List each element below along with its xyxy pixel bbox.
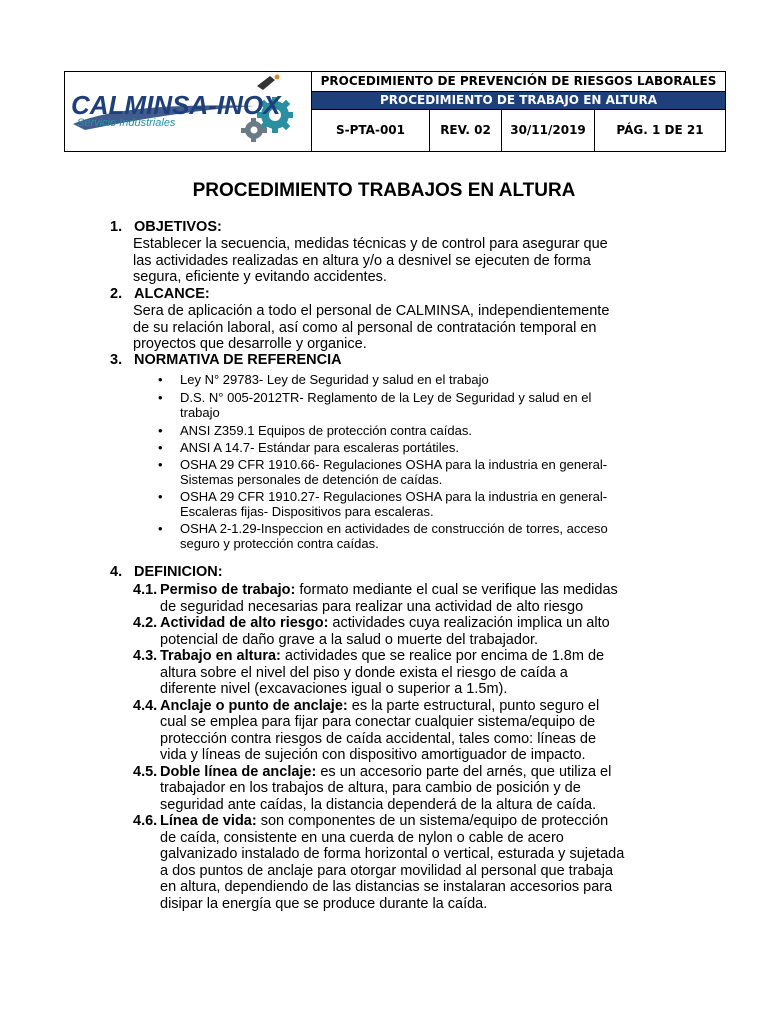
section-number: 1. xyxy=(110,219,123,235)
section-text-alcance xyxy=(133,303,658,353)
section-number: 4. xyxy=(110,564,123,580)
text-line: Establecer la secuencia, medidas técnicas y de control para asegurar que xyxy=(133,236,608,252)
text-line: segura, eficiente y evitando accidentes. xyxy=(133,269,387,285)
document-title: PROCEDIMIENTO TRABAJOS EN ALTURA xyxy=(192,180,576,201)
list-item: • OSHA 2-1.29-Inspeccion en actividades de construcción de torres, acceso seguro y protección contra caídas. xyxy=(158,521,608,551)
text-line: de su relación laboral, así como al personal de contratación temporal en xyxy=(133,319,597,336)
list-item: • OSHA 29 CFR 1910.66- Regulaciones OSHA para la industria en general- Sistemas personales de detención de caídas. xyxy=(158,457,608,487)
header-meta-row xyxy=(312,110,725,151)
document-date: 30/11/2019 xyxy=(502,110,595,151)
logo-text: CALMINSA-INOX xyxy=(71,90,281,120)
definition-item: 4.6. Línea de vida: son componentes de un sistema/equipo de protección de caída, consistente en una cuerda de nylon o cable de acero galvanizado instalado de forma horizontal o vertical, esturada y sujetada a dos puntos de anclaje para otorgar movilidad al personal que trabaja en altura, dependiendo de las distancias se instalaran accesorios para disipar la energía que se produce durante la caída. xyxy=(133,813,625,912)
list-item: • OSHA 29 CFR 1910.27- Regulaciones OSHA para la industria en general- Escaleras fijas- Dispositivos para escaleras. xyxy=(158,489,608,519)
header-title: PROCEDIMIENTO DE PREVENCIÓN DE RIESGOS LABORALES xyxy=(312,72,725,92)
definition-item: 4.5. Doble línea de anclaje: es un accesorio parte del arnés, que utiliza el trabajador en los trabajos de altura, para cambio de posición y de seguridad ante caídas, la distancia dependerá de la altura de caída. xyxy=(133,763,612,813)
definition-item: 4.1. Permiso de trabajo: formato mediante el cual se verifique las medidas de seguridad necesarias para realizar una actividad de alto riesgo xyxy=(133,582,618,615)
section-heading-alcance xyxy=(110,286,210,302)
list-item: • ANSI Z359.1 Equipos de protección contra caídas. xyxy=(158,423,472,438)
section-title: OBJETIVOS: xyxy=(134,219,222,235)
revision: REV. 02 xyxy=(430,110,502,151)
section-heading-objetivos xyxy=(110,219,222,235)
reference-list xyxy=(156,372,666,551)
section-title: NORMATIVA DE REFERENCIA xyxy=(134,352,342,368)
list-item: • D.S. N° 005-2012TR- Reglamento de la Ley de Seguridad y salud en el trabajo xyxy=(158,390,592,420)
definition-item: 4.2. Actividad de alto riesgo: actividades cuya realización implica un alto potencial de daño grave a la salud o muerte del trabajador. xyxy=(133,615,610,648)
definition-item: 4.4. Anclaje o punto de anclaje: es la parte estructural, punto seguro el cual se emplea para fijar para conectar cualquier sistema/equipo de protección contra riesgos de caída accidental, tales como: líneas de vida y líneas de sujeción con dispositivo amortiguador de impacto. xyxy=(133,697,600,763)
section-heading-normativa xyxy=(110,352,342,368)
list-item: • Ley N° 29783- Ley de Seguridad y salud en el trabajo xyxy=(158,372,489,387)
company-logo xyxy=(65,72,312,151)
logo-subtext: Servicio Industriales xyxy=(77,117,176,129)
text-line: las actividades realizadas en altura y/o a desnivel se ejecuten de forma xyxy=(133,252,591,269)
text-line: Sera de aplicación a todo el personal de CALMINSA, independientemente xyxy=(133,303,610,319)
text-line: proyectos que desarrolle y organice. xyxy=(133,336,367,352)
definitions-list xyxy=(133,582,663,912)
logo-graphic xyxy=(65,72,311,151)
section-number: 3. xyxy=(110,352,123,368)
document-code: S-PTA-001 xyxy=(312,110,430,151)
section-text-objetivos xyxy=(133,236,658,286)
header-subtitle: PROCEDIMIENTO DE TRABAJO EN ALTURA xyxy=(312,92,725,110)
document-header xyxy=(64,71,726,152)
definition-item: 4.3. Trabajo en altura: actividades que se realice por encima de 1.8m de altura sobre el nivel del piso y donde exista el riesgo de caída a diferente nivel (excavaciones igual o superior a 1.5m). xyxy=(133,648,605,697)
section-title: DEFINICION: xyxy=(134,564,223,580)
section-heading-definicion xyxy=(110,564,223,580)
list-item: • ANSI A 14.7- Estándar para escaleras portátiles. xyxy=(158,440,459,455)
section-title: ALCANCE: xyxy=(134,286,210,302)
page-number: PÁG. 1 DE 21 xyxy=(616,123,704,137)
section-number: 2. xyxy=(110,286,123,302)
